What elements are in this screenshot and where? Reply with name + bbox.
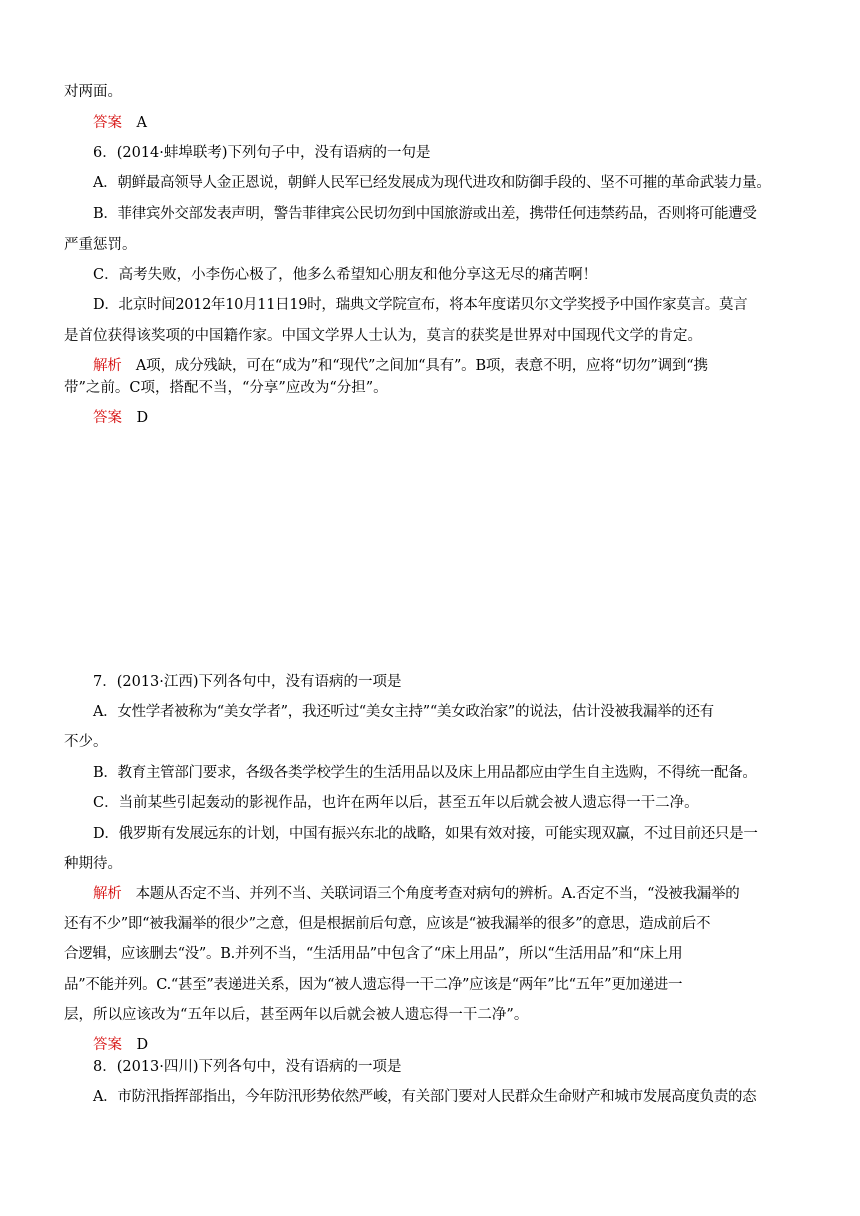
answer-line: 答案 A bbox=[93, 115, 147, 131]
text-line: 严重惩罚。 bbox=[64, 237, 137, 253]
analysis-line: 解析 A项，成分残缺，可在“成为”和“现代”之间加“具有”。B项，表意不明，应将“切勿”调到“携 bbox=[93, 358, 708, 374]
text-line: 是首位获得该奖项的中国籍作家。中国文学界人士认为，莫言的获奖是世界对中国现代文学的肯定。 bbox=[64, 328, 702, 344]
analysis-label: 解析 bbox=[93, 886, 122, 902]
option-c: C．当前某些引起轰动的影视作品，也许在两年以后，甚至五年以后就会被人遗忘得一干二净。 bbox=[93, 795, 699, 811]
answer-line: 答案 D bbox=[93, 410, 149, 426]
text-line: 种期待。 bbox=[64, 856, 122, 872]
analysis-line: 解析 本题从否定不当、并列不当、关联词语三个角度考查对病句的辨析。A.否定不当，“没被我漏举的 bbox=[93, 886, 740, 902]
text-line: 层，所以应该改为“五年以后，甚至两年以后就会被人遗忘得一干二净”。 bbox=[64, 1007, 529, 1023]
question-stem: 8．(2013·四川)下列各句中，没有语病的一项是 bbox=[93, 1059, 402, 1075]
option-d: D．北京时间2012年10月11日19时，瑞典文学院宣布，将本年度诺贝尔文学奖授予中国作家莫言。莫言 bbox=[93, 297, 748, 313]
option-a: A．市防汛指挥部指出，今年防汛形势依然严峻，有关部门要对人民群众生命财产和城市发展高度负责的态 bbox=[93, 1089, 757, 1105]
text-line: 品”不能并列。C.“甚至”表递进关系，因为“被人遗忘得一干二净”应该是“两年”比“五年”更加递进一 bbox=[64, 977, 683, 993]
text-line: 不少。 bbox=[64, 734, 108, 750]
answer-label: 答案 bbox=[93, 1037, 122, 1053]
option-c: C．高考失败，小李伤心极了，他多么希望知心朋友和他分享这无尽的痛苦啊！ bbox=[93, 267, 598, 283]
text-line: 合逻辑，应该删去“没”。B.并列不当，“生活用品”中包含了“床上用品”，所以“生活用品”和“床上用 bbox=[64, 946, 683, 962]
analysis-label: 解析 bbox=[93, 358, 122, 374]
text-line: 还有不少”即“被我漏举的很少”之意，但是根据前后句意，应该是“被我漏举的很多”的意思，造成前后不 bbox=[64, 916, 711, 932]
option-a: A．女性学者被称为“美女学者”，我还听过“美女主持”“美女政治家”的说法，估计没被我漏举的还有 bbox=[93, 704, 714, 720]
question-stem: 6．(2014·蚌埠联考)下列句子中，没有语病的一句是 bbox=[93, 145, 431, 161]
text-line: 带”之前。C项，搭配不当，“分享”应改为“分担”。 bbox=[64, 380, 388, 396]
option-d: D．俄罗斯有发展远东的计划，中国有振兴东北的战略，如果有效对接，可能实现双赢，不过目前还只是一 bbox=[93, 826, 758, 842]
option-a: A．朝鲜最高领导人金正恩说，朝鲜人民军已经发展成为现代进攻和防御手段的、坚不可摧的革命武装力量。 bbox=[93, 175, 771, 191]
text-line: 对两面。 bbox=[64, 84, 122, 100]
option-b: B．教育主管部门要求，各级各类学校学生的生活用品以及床上用品都应由学生自主选购，不得统一配备。 bbox=[93, 765, 757, 781]
option-b: B．菲律宾外交部发表声明，警告菲律宾公民切勿到中国旅游或出差，携带任何违禁药品，否则将可能遭受 bbox=[93, 206, 757, 222]
answer-label: 答案 bbox=[93, 115, 122, 131]
question-stem: 7．(2013·江西)下列各句中，没有语病的一项是 bbox=[93, 674, 402, 690]
answer-line: 答案 D bbox=[93, 1037, 149, 1053]
answer-label: 答案 bbox=[93, 410, 122, 426]
